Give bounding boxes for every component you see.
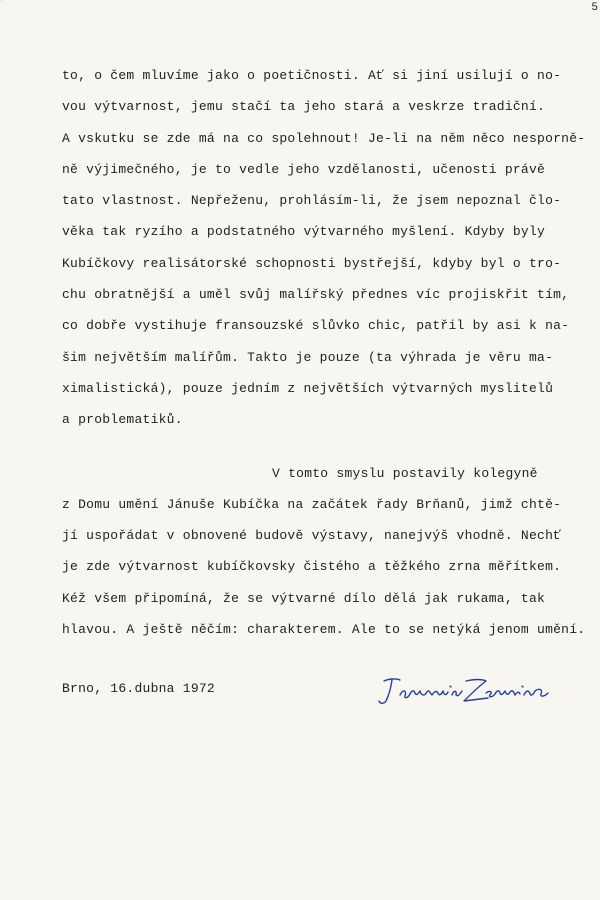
- text-line: chu obratnější a uměl svůj malířský přednes víc projiskřit tím,: [62, 287, 570, 303]
- paragraph-gap: [62, 436, 582, 458]
- text-line: tato vlastnost. Nepřeženu, prohlásím-li, že jsem nepoznal člo-: [62, 193, 562, 209]
- document-footer: [62, 673, 582, 713]
- text-line: je zde výtvarnost kubíčkovsky čistého a těžkého zrna měřítkem.: [62, 559, 562, 575]
- text-line: jí uspořádat v obnovené budově výstavy, nanejvýš vhodně. Nechť: [62, 528, 562, 544]
- text-line: V tomto smyslu postavily kolegyně: [272, 465, 538, 481]
- text-line: A vskutku se zde má na co spolehnout! Je-li na něm něco nesporně-: [62, 130, 586, 146]
- text-line: hlavou. A ještě něčím: charakterem. Ale to se netýká jenom umění.: [62, 622, 586, 638]
- text-line: to, o čem mluvíme jako o poetičnosti. Ať si jiní usilují o no-: [62, 68, 562, 83]
- handwritten-signature: [374, 673, 574, 713]
- text-line: Kubíčkovy realisátorské schopnosti bystřejší, kdyby byl o tro-: [62, 255, 562, 271]
- text-line: co dobře vystihuje fransouzské slůvko chic, patřil by asi k na-: [62, 318, 570, 334]
- text-line: šim největším malířům. Takto je pouze (ta výhrada je věru ma-: [62, 349, 554, 365]
- text-line: vou výtvarnost, jemu stačí ta jeho stará a veskrze tradiční.: [62, 99, 546, 115]
- text-line: ximalistická), pouze jedním z největších výtvarných myslitelů: [62, 380, 554, 396]
- text-line: a problematiků.: [62, 412, 183, 428]
- text-line: věka tak ryzího a podstatného výtvarného myšlení. Kdyby byly: [62, 224, 546, 240]
- paper-fold-line: [0, 0, 193, 68]
- text-line: Kéž všem připomíná, že se výtvarné dílo dělá jak rukama, tak: [62, 590, 546, 606]
- text-line: z Domu umění Jánuše Kubíčka na začátek řady Brňanů, jimž chtě-: [62, 496, 562, 512]
- typed-text-block: [62, 60, 586, 645]
- date-line: Brno, 16.dubna 1972: [62, 681, 215, 696]
- text-line: ně výjimečného, je to vedle jeho vzdělanosti, učenosti právě: [62, 161, 546, 177]
- page-number: 5: [591, 2, 598, 14]
